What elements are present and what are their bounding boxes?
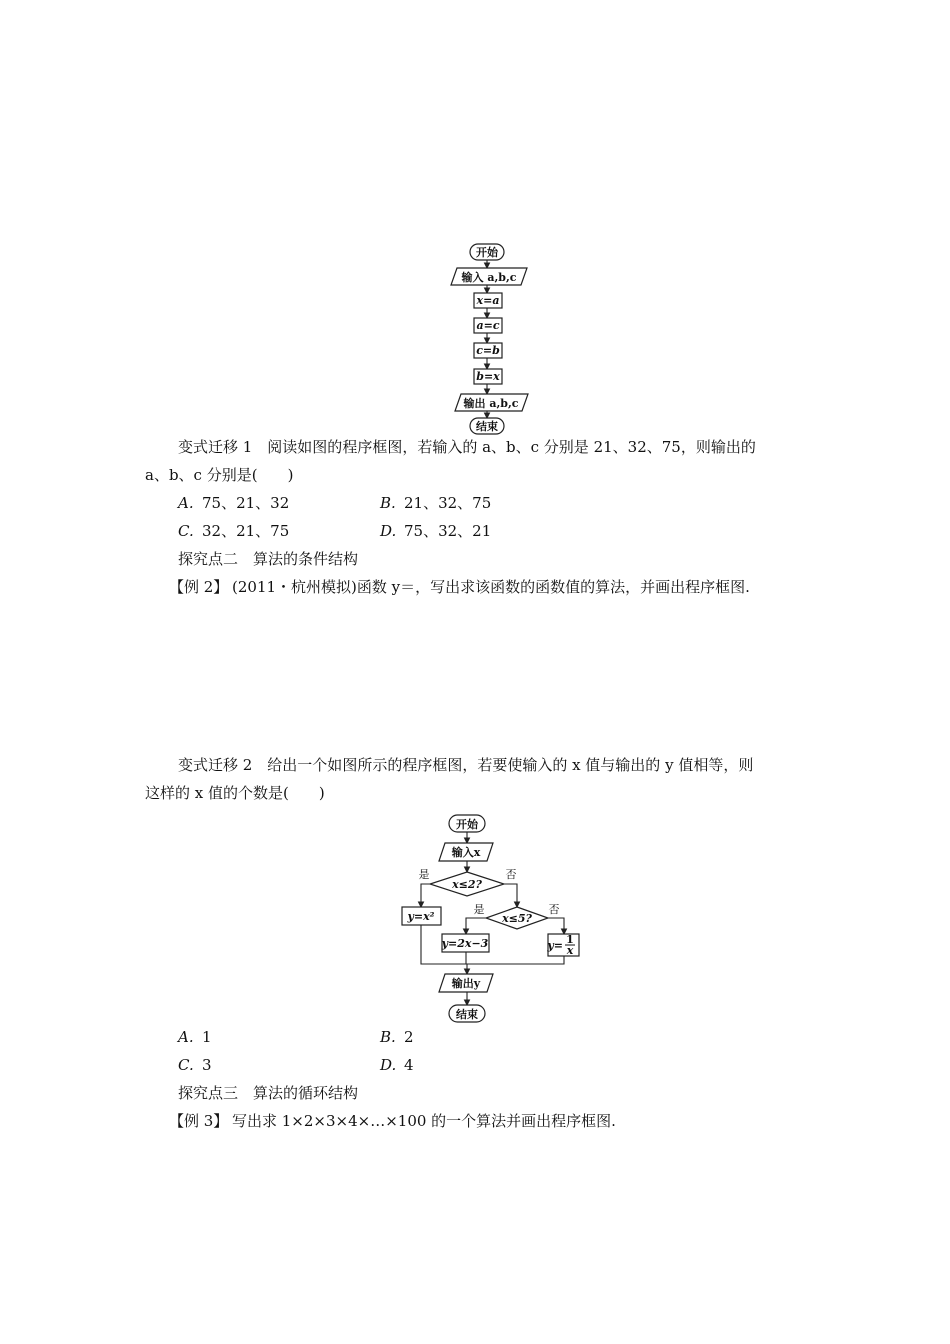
fc1-end-label: 结束	[476, 420, 498, 433]
variant1-option-a-letter: A.	[178, 494, 194, 512]
section3-title: 探究点三 算法的循环结构	[178, 1084, 359, 1102]
variant1-option-b-letter: B.	[380, 494, 396, 512]
variant2-option-a-text: 1	[202, 1028, 212, 1046]
fc2-output-label: 输出y	[451, 977, 481, 990]
variant2-option-c-letter: C.	[178, 1056, 194, 1074]
variant1-option-d-letter: D.	[380, 522, 397, 540]
fc2-input-label: 输入x	[451, 846, 481, 859]
fc2-box-right-prefix: y=	[547, 939, 563, 952]
fc2-box-right-num: 1	[566, 933, 574, 946]
fc1-step-label-2: a=c	[476, 319, 500, 332]
fc2-decision-2-label: x≤5?	[502, 912, 532, 925]
section3-example-text: 写出求 1×2×3×4×…×100 的一个算法并画出程序框图.	[232, 1112, 616, 1130]
variant1-option-c-letter: C.	[178, 522, 194, 540]
fc2-no-label-1: 否	[505, 868, 517, 881]
fc2-no-label-2: 否	[548, 903, 560, 916]
fc2-box-right-den: x	[566, 944, 574, 957]
variant2-question-line2: 这样的 x 值的个数是( )	[145, 784, 325, 802]
section2-title: 探究点二 算法的条件结构	[178, 550, 359, 568]
fc1-step-label-4: b=x	[476, 370, 500, 383]
fc2-yes-label-2: 是	[473, 903, 485, 916]
section3-example-tag: 【例 3】	[169, 1112, 229, 1130]
variant1-option-d-text: 75、32、21	[404, 522, 492, 540]
fc2-end-label: 结束	[456, 1008, 478, 1021]
variant1-option-b-text: 21、32、75	[404, 494, 492, 512]
variant1-option-a-text: 75、21、32	[202, 494, 290, 512]
fc1-start-label: 开始	[476, 246, 498, 259]
section2-example-text: (2011・杭州模拟)函数 y＝，写出求该函数的函数值的算法，并画出程序框图.	[232, 578, 750, 596]
variant2-option-d-letter: D.	[380, 1056, 397, 1074]
fc1-step-label-1: x=a	[476, 294, 500, 307]
variant1-question-line1: 变式迁移 1 阅读如图的程序框图，若输入的 a、b、c 分别是 21、32、75，则输出的	[178, 438, 756, 456]
variant2-option-b-letter: B.	[380, 1028, 396, 1046]
fc1-input-label: 输入 a,b,c	[461, 271, 517, 284]
fc2-box-left-label: y=x²	[407, 910, 435, 923]
section2-example-tag: 【例 2】	[169, 578, 229, 596]
variant1-option-c-text: 32、21、75	[202, 522, 290, 540]
variant2-question-line1: 变式迁移 2 给出一个如图所示的程序框图，若要使输入的 x 值与输出的 y 值相等，则	[178, 756, 754, 774]
fc2-yes-label-1: 是	[418, 868, 430, 881]
variant2-option-d-text: 4	[404, 1056, 414, 1074]
fc1-output-label: 输出 a,b,c	[463, 397, 519, 410]
variant2-option-c-text: 3	[202, 1056, 212, 1074]
fc2-start-label: 开始	[456, 818, 478, 831]
fc2-decision-1-label: x≤2?	[452, 878, 482, 891]
variant2-option-a-letter: A.	[178, 1028, 194, 1046]
fc2-box-mid-label: y=2x−3	[441, 937, 489, 950]
variant1-question-line2: a、b、c 分别是( )	[145, 466, 294, 484]
variant2-option-b-text: 2	[404, 1028, 414, 1046]
fc1-step-label-3: c=b	[476, 344, 500, 357]
